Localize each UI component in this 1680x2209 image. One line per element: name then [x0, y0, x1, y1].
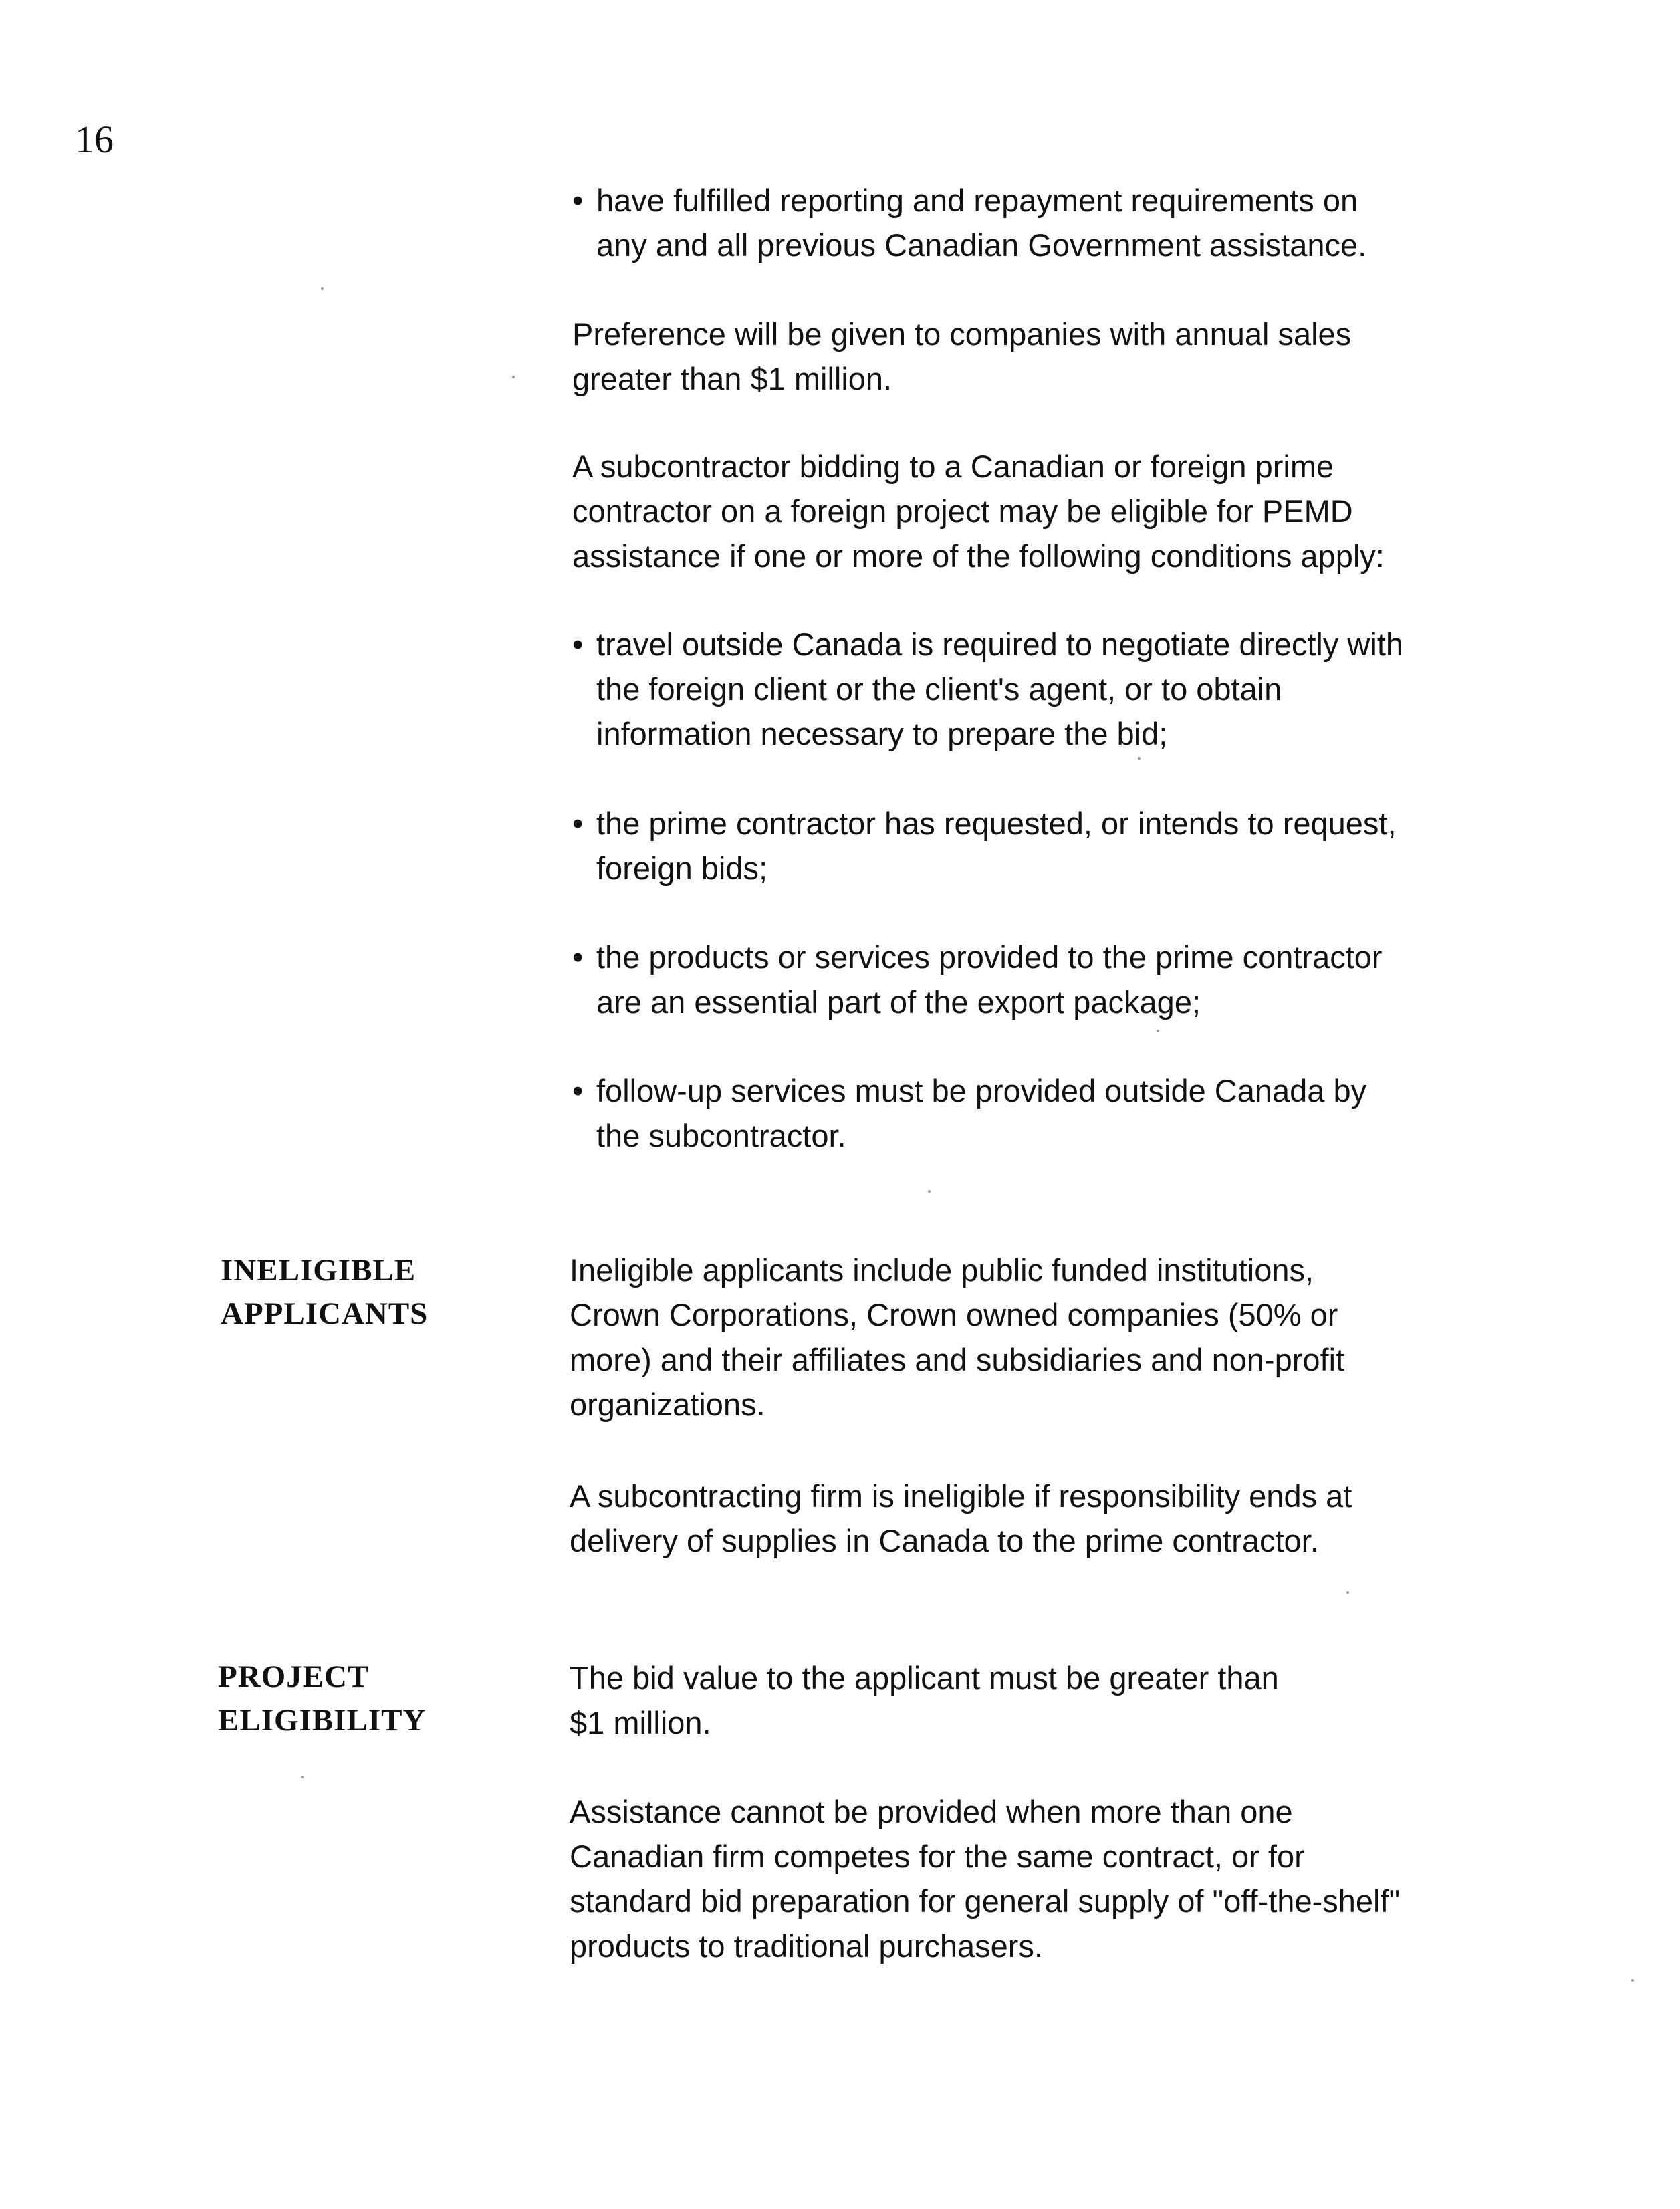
scan-speck: [1138, 757, 1141, 760]
bullet-text: the products or services provided to the prime contractor are an essential part of the export package;: [596, 939, 1383, 1020]
bullet-text: have fulfilled reporting and repayment requirements on any and all previous Canadian Government assistance.: [596, 183, 1367, 263]
bullet-item-follow-up: [572, 1068, 1562, 1158]
bullet-item-travel: [572, 622, 1562, 756]
bid-value-paragraph: The bid value to the applicant must be greater than $1 million.: [570, 1660, 1279, 1740]
bullet-text: travel outside Canada is required to negotiate directly with the foreign client or the client's agent, or to obtain information necessary to prepare the bid;: [596, 626, 1404, 751]
preference-paragraph: Preference will be given to companies with annual sales greater than $1 million.: [572, 316, 1352, 396]
scan-speck: [1157, 1030, 1159, 1032]
project-eligibility-heading: PROJECT ELIGIBILITY: [218, 1659, 427, 1738]
bullet-item-products: [572, 935, 1562, 1024]
subcontracting-firm-paragraph: A subcontracting firm is ineligible if responsibility ends at delivery of supplies in Canada to the prime contractor.: [570, 1478, 1352, 1558]
scan-speck: [301, 1776, 304, 1778]
page-number: 16: [75, 118, 114, 161]
assistance-paragraph: Assistance cannot be provided when more than one Canadian firm competes for the same contract, or for standard bid preparation for general supply of "off-the-shelf" products to traditional purchasers.: [570, 1794, 1401, 1964]
bullet-text: follow-up services must be provided outside Canada by the subcontractor.: [596, 1073, 1367, 1153]
bullet-marker: •: [572, 939, 584, 975]
ineligible-applicants-paragraph: Ineligible applicants include public funded institutions, Crown Corporations, Crown owned companies (50% or more) and their affiliates and subsidiaries and non-profit organizations.: [570, 1252, 1345, 1422]
scan-speck: [321, 287, 324, 290]
scan-speck: [512, 376, 515, 378]
subcontractor-paragraph: A subcontractor bidding to a Canadian or foreign prime contractor on a foreign project may be eligible for PEMD assistance if one or more of the following conditions apply:: [572, 449, 1385, 574]
bullet-item-prime-contractor: [572, 801, 1562, 891]
bullet-item-reporting: [572, 178, 1535, 267]
bullet-marker: •: [572, 626, 584, 662]
bullet-text: the prime contractor has requested, or intends to request, foreign bids;: [596, 806, 1397, 886]
bullet-marker: •: [572, 806, 584, 841]
scan-speck: [928, 1190, 931, 1193]
bullet-marker: •: [572, 183, 584, 218]
bullet-marker: •: [572, 1073, 584, 1109]
scan-speck: [1346, 1591, 1349, 1594]
scan-speck: [1631, 1979, 1634, 1982]
ineligible-applicants-heading: INELIGIBLE APPLICANTS: [221, 1253, 429, 1331]
